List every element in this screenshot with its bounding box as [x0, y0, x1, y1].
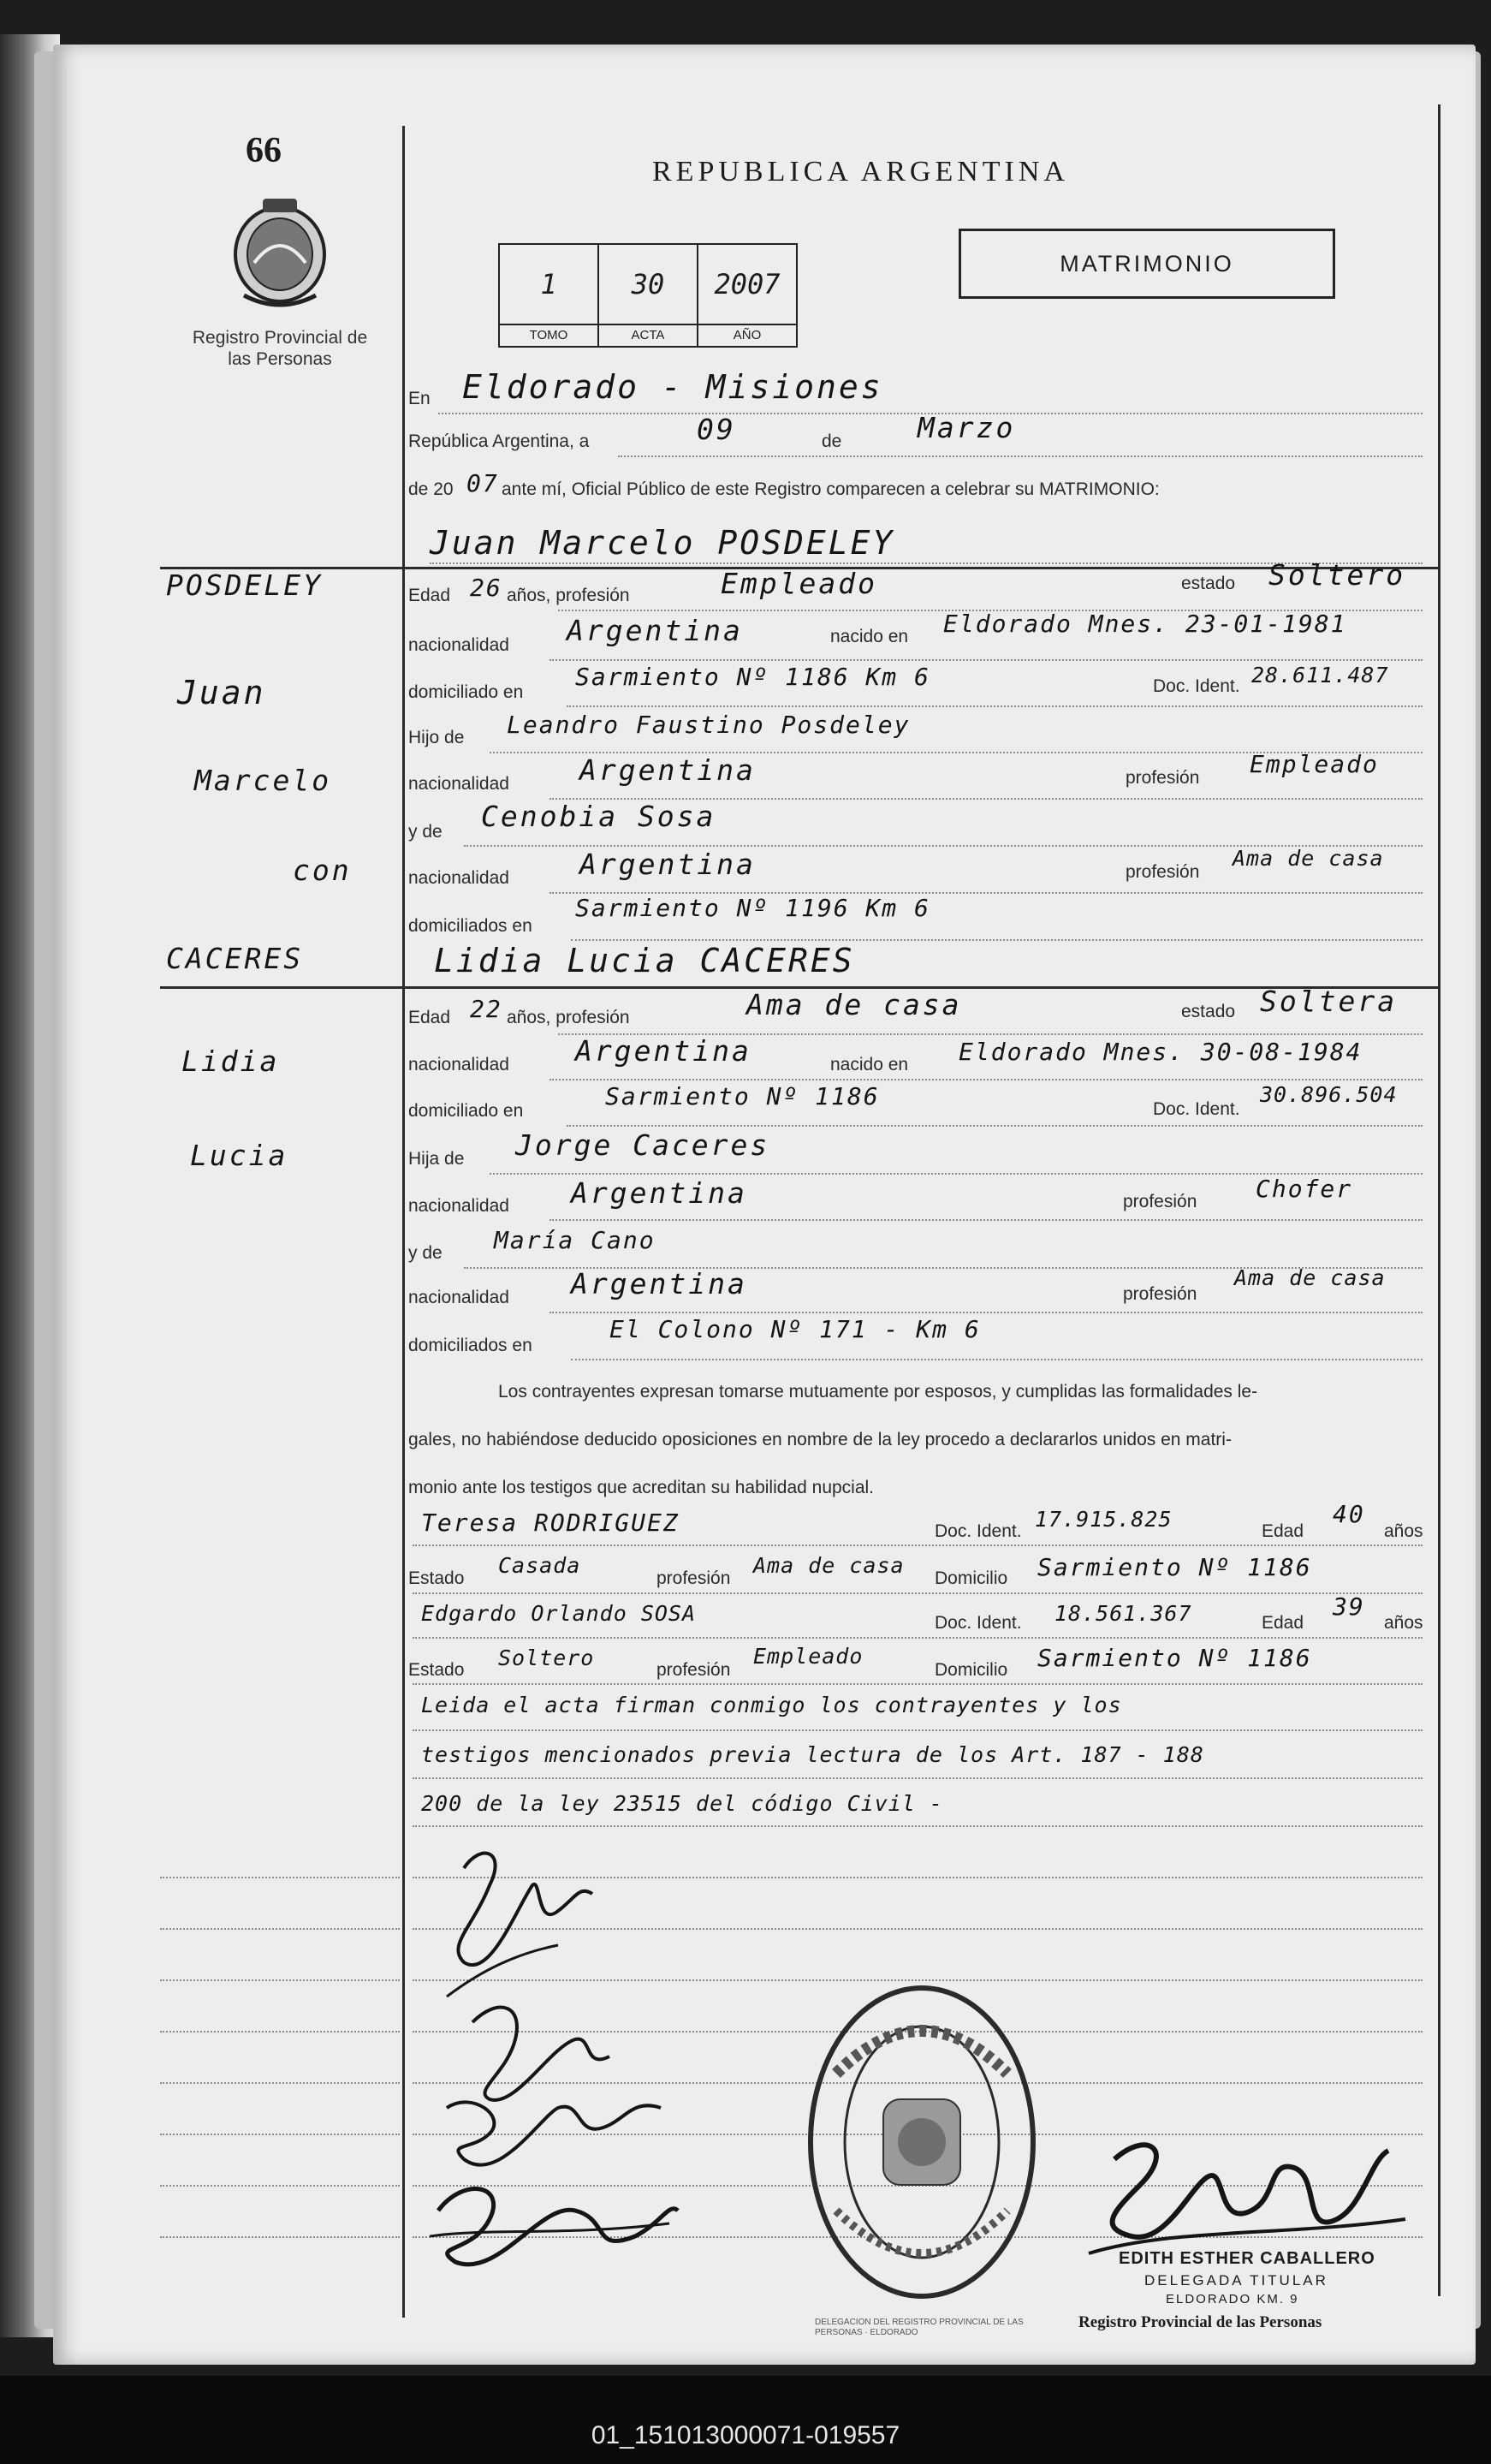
month-value: Marzo: [918, 411, 1016, 444]
closing-line-3: 200 de la ley 23515 del código Civil -: [421, 1791, 943, 1816]
groom-father-nat-label: nacionalidad: [408, 774, 509, 794]
closing-line-1: Leida el acta firman conmigo los contrayentes y los: [421, 1693, 1122, 1717]
groom-father-nationality: Argentina: [579, 753, 756, 787]
margin-rule: [160, 2134, 400, 2135]
groom-father-label: Hijo de: [408, 728, 465, 747]
bride-parents-address-label: domiciliados en: [408, 1336, 532, 1355]
witness2-row1-line: [413, 1637, 1423, 1639]
bride-mother-profession: Ama de casa: [1234, 1265, 1386, 1290]
witness2-anios-label: años: [1384, 1613, 1423, 1633]
registry-seal-stamp: [802, 1979, 1042, 2305]
registry-name: Registro Provincial de las Personas: [192, 328, 368, 369]
groom-mother: Cenobia Sosa: [481, 800, 716, 833]
declaration-line-2: gales, no habiéndose deducido oposiciones en nombre de la ley procedo a declararlos unidos en matri-: [408, 1430, 1232, 1449]
groom-status-label: estado: [1181, 574, 1236, 593]
witness2-profession: Empleado: [753, 1644, 864, 1669]
groom-full-name: Juan Marcelo POSDELEY: [430, 524, 895, 562]
groom-father: Leandro Faustino Posdeley: [507, 711, 911, 739]
date-line: [618, 455, 1423, 457]
margin-surname-bride: CACERES: [166, 942, 304, 975]
left-column-rule: [402, 126, 405, 2318]
signature-scribbles: [413, 1834, 686, 2296]
bride-age-label: Edad: [408, 1008, 451, 1027]
groom-nationality-label: nacionalidad: [408, 635, 509, 655]
witness2-row2-line: [413, 1683, 1423, 1685]
witness1-name: Teresa RODRIGUEZ: [421, 1509, 680, 1537]
groom-doc-label: Doc. Ident.: [1153, 676, 1240, 696]
groom-father-profession: Empleado: [1250, 750, 1379, 778]
bride-row5-line: [549, 1219, 1423, 1221]
country-title: REPUBLICA ARGENTINA: [652, 156, 1069, 187]
bride-age: 22: [470, 995, 502, 1023]
official-office: Registro Provincial de las Personas: [1078, 2313, 1322, 2331]
declaration-line-1: Los contrayentes expresan tomarse mutuamente por esposos, y cumplidas las formalidades le-: [498, 1382, 1258, 1402]
official-place: ELDORADO KM. 9: [1166, 2292, 1299, 2306]
margin-middlename-bride: Lucia: [190, 1139, 288, 1172]
bride-father: Jorge Caceres: [515, 1128, 770, 1162]
page-number: 66: [246, 131, 282, 170]
provincial-emblem-icon: [229, 194, 331, 310]
bride-parents-address: El Colono Nº 171 - Km 6: [609, 1315, 981, 1343]
bride-birth: Eldorado Mnes. 30-08-1984: [959, 1038, 1363, 1066]
bride-row7-line: [549, 1312, 1423, 1313]
witness1-doc-label: Doc. Ident.: [935, 1521, 1022, 1541]
bride-status: Soltera: [1260, 985, 1398, 1018]
bride-row3-line: [567, 1125, 1423, 1127]
groom-mother-nationality: Argentina: [579, 848, 756, 881]
place-value: Eldorado - Misiones: [462, 368, 883, 406]
margin-rule: [160, 1928, 400, 1930]
bride-doc: 30.896.504: [1260, 1082, 1398, 1107]
bride-status-label: estado: [1181, 1002, 1236, 1021]
witness2-address: Sarmiento Nº 1186: [1037, 1644, 1312, 1672]
witness2-prof-label: profesión: [656, 1660, 731, 1680]
bride-address: Sarmiento Nº 1186: [605, 1082, 880, 1110]
groom-anios-label: años, profesión: [507, 586, 630, 605]
bride-nationality-label: nacionalidad: [408, 1055, 509, 1074]
margin-rule: [160, 1877, 400, 1878]
scan-bottom-strip: [0, 2376, 1491, 2464]
margin-rule: [160, 1979, 400, 1981]
groom-doc: 28.611.487: [1251, 663, 1389, 687]
groom-mother-nat-label: nacionalidad: [408, 868, 509, 888]
certificate-page: [53, 45, 1476, 2365]
en-label: En: [408, 389, 431, 408]
file-caption: 01_151013000071-019557: [591, 2421, 900, 2449]
official-title: DELEGADA TITULAR: [1144, 2272, 1328, 2288]
margin-middlename-groom: Marcelo: [194, 764, 332, 797]
right-column-rule: [1438, 104, 1441, 2296]
groom-age-label: Edad: [408, 586, 451, 605]
groom-father-prof-label: profesión: [1126, 768, 1200, 788]
closing-line-rule-2: [413, 1777, 1423, 1779]
anio-cell: [698, 245, 796, 346]
witness2-status-label: Estado: [408, 1660, 465, 1680]
tomo-value: 1: [540, 268, 557, 301]
acta-value: 30: [631, 268, 665, 301]
groom-row8-line: [571, 939, 1423, 941]
bride-full-name: Lidia Lucia CACERES: [434, 942, 855, 979]
bride-mother-nationality: Argentina: [571, 1267, 747, 1300]
de-label: de: [822, 431, 842, 451]
bride-mother-prof-label: profesión: [1123, 1284, 1197, 1304]
declaration-line-3: monio ante los testigos que acreditan su habilidad nupcial.: [408, 1478, 875, 1497]
witness2-status: Soltero: [498, 1646, 595, 1670]
witness1-address: Sarmiento Nº 1186: [1037, 1553, 1312, 1581]
bride-father-nat-label: nacionalidad: [408, 1196, 509, 1216]
witness1-row2-line: [413, 1592, 1423, 1594]
bride-anios-label: años, profesión: [507, 1008, 630, 1027]
intro-sentence: ante mí, Oficial Público de este Registro comparecen a celebrar su MATRIMONIO:: [502, 479, 1160, 499]
witness2-doc: 18.561.367: [1054, 1601, 1192, 1626]
anio-value: 2007: [714, 268, 781, 301]
reference-table: [498, 243, 798, 348]
margin-rule: [160, 2031, 400, 2033]
groom-mother-label: y de: [408, 822, 443, 842]
groom-parents-address: Sarmiento Nº 1196 Km 6: [575, 894, 930, 922]
witness1-status: Casada: [498, 1553, 581, 1578]
stamp-text: DELEGACION DEL REGISTRO PROVINCIAL DE LAS PERSONAS · ELDORADO: [815, 2318, 1024, 2337]
witness1-doc: 17.915.825: [1035, 1507, 1173, 1532]
margin-rule: [160, 2082, 400, 2084]
witness2-doc-label: Doc. Ident.: [935, 1613, 1022, 1633]
witness2-name: Edgardo Orlando SOSA: [421, 1601, 697, 1626]
margin-rule: [160, 2185, 400, 2187]
bride-father-prof-label: profesión: [1123, 1192, 1197, 1211]
closing-line-rule-1: [413, 1729, 1423, 1731]
margin-firstname-bride: Lidia: [181, 1045, 280, 1078]
year-suffix: 07: [466, 469, 499, 497]
year-prefix: de 20: [408, 479, 454, 499]
bride-profession: Ama de casa: [746, 988, 962, 1021]
groom-row3-line: [567, 705, 1423, 707]
groom-address-label: domiciliado en: [408, 682, 524, 702]
bride-father-label: Hija de: [408, 1149, 465, 1169]
witness2-age: 39: [1333, 1592, 1365, 1621]
groom-row2-line: [549, 659, 1423, 661]
official-name: EDITH ESTHER CABALLERO: [1119, 2249, 1375, 2268]
witness1-anios-label: años: [1384, 1521, 1423, 1541]
groom-address: Sarmiento Nº 1186 Km 6: [575, 663, 930, 691]
groom-status: Soltero: [1268, 558, 1406, 592]
tomo-label: TOMO: [500, 324, 597, 346]
groom-born-label: nacido en: [830, 627, 909, 646]
groom-age: 26: [470, 574, 502, 602]
groom-nationality: Argentina: [567, 614, 743, 647]
acta-label: ACTA: [599, 324, 697, 346]
document-type-box: MATRIMONIO: [959, 229, 1335, 299]
witness1-age: 40: [1333, 1500, 1365, 1528]
margin-rule: [160, 2236, 400, 2238]
bride-father-profession: Chofer: [1256, 1175, 1353, 1203]
bride-mother-label: y de: [408, 1243, 443, 1263]
bride-address-label: domiciliado en: [408, 1101, 524, 1121]
margin-firstname-groom: Juan: [177, 674, 266, 711]
witness1-age-label: Edad: [1262, 1521, 1304, 1541]
groom-mother-profession: Ama de casa: [1233, 846, 1384, 871]
margin-con: con: [293, 854, 352, 887]
republica-label: República Argentina, a: [408, 431, 590, 451]
bride-doc-label: Doc. Ident.: [1153, 1099, 1240, 1119]
witness1-address-label: Domicilio: [935, 1568, 1008, 1588]
bride-born-label: nacido en: [830, 1055, 909, 1074]
margin-surname-groom: POSDELEY: [166, 568, 323, 602]
witness1-status-label: Estado: [408, 1568, 465, 1588]
acta-cell: [599, 245, 698, 346]
groom-mother-prof-label: profesión: [1126, 862, 1200, 882]
bride-father-nationality: Argentina: [571, 1176, 747, 1210]
closing-line-2: testigos mencionados previa lectura de los Art. 187 - 188: [421, 1742, 1204, 1767]
bride-row2-line: [549, 1079, 1423, 1080]
groom-birth: Eldorado Mnes. 23-01-1981: [943, 610, 1347, 638]
witness2-address-label: Domicilio: [935, 1660, 1008, 1680]
closing-line-rule-3: [413, 1825, 1423, 1827]
witness1-prof-label: profesión: [656, 1568, 731, 1588]
witness1-profession: Ama de casa: [753, 1553, 905, 1578]
witness2-age-label: Edad: [1262, 1613, 1304, 1633]
anio-label: AÑO: [698, 324, 796, 346]
bride-mother: María Cano: [494, 1226, 656, 1254]
day-value: 09: [697, 413, 736, 446]
bride-row8-line: [571, 1359, 1423, 1360]
tomo-cell: [500, 245, 599, 346]
groom-parents-address-label: domiciliados en: [408, 916, 532, 936]
bride-mother-nat-label: nacionalidad: [408, 1288, 509, 1307]
bride-nationality: Argentina: [575, 1034, 751, 1068]
groom-profession: Empleado: [721, 567, 877, 600]
witness1-row1-line: [413, 1544, 1423, 1546]
